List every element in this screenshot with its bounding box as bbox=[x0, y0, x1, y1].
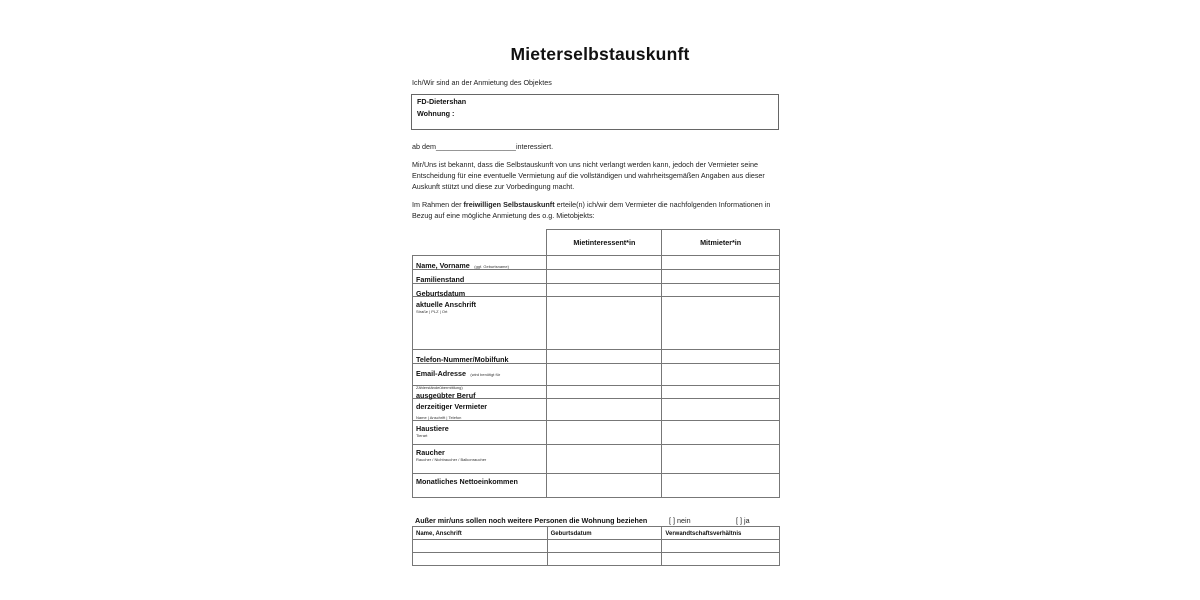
paragraph-voluntary-bold: freiwilligen Selbstauskunft bbox=[463, 200, 555, 209]
cell-applicant-pets[interactable] bbox=[547, 421, 662, 445]
from-suffix: interessiert. bbox=[515, 142, 554, 151]
persons-header-birthdate: Geburtsdatum bbox=[547, 527, 662, 540]
option-no-checkbox[interactable]: [ ] nein bbox=[669, 516, 691, 525]
table-row bbox=[413, 386, 780, 399]
persons-cell[interactable] bbox=[547, 540, 662, 553]
from-date-blank[interactable]: ____________________ bbox=[435, 142, 516, 151]
row-label-pets: Haustiere Tierart bbox=[413, 421, 547, 445]
table-row bbox=[413, 256, 780, 270]
paragraph-voluntary-part1: Im Rahmen der bbox=[412, 200, 464, 209]
option-yes-checkbox[interactable]: [ ] ja bbox=[736, 516, 750, 525]
row-label-email: Email-Adresse (wird benötigt für Zählerständeübermittlung) bbox=[413, 364, 547, 386]
intro-text: Ich/Wir sind an der Anmietung des Objektes bbox=[412, 78, 552, 87]
cell-applicant-address[interactable] bbox=[547, 297, 662, 350]
paragraph-voluntary-part2: erteile(n) ich/wir dem Vermieter die nachfolgenden Informationen in Bezug auf eine mögliche Anmietung des o.g. Mietobjekts: bbox=[412, 200, 771, 220]
cell-applicant-profession[interactable] bbox=[547, 386, 662, 399]
cell-applicant-email[interactable] bbox=[547, 364, 662, 386]
cell-applicant-marital[interactable] bbox=[547, 270, 662, 284]
row-label-profession: ausgeübter Beruf bbox=[413, 386, 547, 399]
row-label-birthdate: Geburtsdatum bbox=[413, 284, 547, 297]
paragraph-notice: Mir/Uns ist bekannt, dass die Selbstauskunft von uns nicht verlangt werden kann, jedoch der Vermieter seine Entscheidung für eine eventuelle Vermietung auf die vollständigen und wahrheitsgemäßen Angaben aus dieser Auskunft stützt und diese zur Vorbedingung macht. bbox=[412, 160, 765, 191]
object-apartment[interactable]: Wohnung : bbox=[417, 109, 455, 118]
applicant-table bbox=[412, 229, 780, 498]
cell-applicant-phone[interactable] bbox=[547, 350, 662, 364]
row-label-marital-status: Familienstand bbox=[413, 270, 547, 284]
persons-cell[interactable] bbox=[662, 540, 780, 553]
table-row bbox=[413, 421, 780, 445]
table-row bbox=[413, 350, 780, 364]
persons-cell[interactable] bbox=[547, 553, 662, 566]
cell-cotenant-phone[interactable] bbox=[662, 350, 780, 364]
cell-applicant-name[interactable] bbox=[547, 256, 662, 270]
object-name: FD-Dietershan bbox=[417, 97, 467, 106]
row-label-landlord: derzeitiger Vermieter Name | Anschrift | Telefon bbox=[413, 399, 547, 421]
table-row bbox=[413, 553, 780, 566]
table-row bbox=[413, 297, 780, 350]
header-applicant: Mietinteressent*in bbox=[547, 230, 662, 256]
cell-applicant-landlord[interactable] bbox=[547, 399, 662, 421]
row-label-name: Name, Vorname (ggf. Geburtsname) bbox=[413, 256, 547, 270]
cell-cotenant-address[interactable] bbox=[662, 297, 780, 350]
cell-cotenant-income[interactable] bbox=[662, 474, 780, 498]
persons-cell[interactable] bbox=[662, 553, 780, 566]
row-label-address: aktuelle Anschrift Straße | PLZ | Ort bbox=[413, 297, 547, 350]
cell-cotenant-profession[interactable] bbox=[662, 386, 780, 399]
row-label-phone: Telefon-Nummer/Mobilfunk bbox=[413, 350, 547, 364]
cell-cotenant-birthdate[interactable] bbox=[662, 284, 780, 297]
object-box bbox=[411, 94, 779, 130]
cell-cotenant-email[interactable] bbox=[662, 364, 780, 386]
header-co-tenant: Mitmieter*in bbox=[662, 230, 780, 256]
cell-applicant-smoker[interactable] bbox=[547, 445, 662, 474]
header-empty-cell bbox=[413, 230, 547, 256]
row-label-income: Monatliches Nettoeinkommen bbox=[413, 474, 547, 498]
cell-cotenant-pets[interactable] bbox=[662, 421, 780, 445]
cell-cotenant-landlord[interactable] bbox=[662, 399, 780, 421]
persons-table bbox=[412, 526, 780, 566]
table-row bbox=[413, 284, 780, 297]
cell-applicant-income[interactable] bbox=[547, 474, 662, 498]
table-header-row bbox=[413, 230, 780, 256]
table-row bbox=[413, 270, 780, 284]
cell-cotenant-marital[interactable] bbox=[662, 270, 780, 284]
table-row bbox=[413, 399, 780, 421]
persons-header-name: Name, Anschrift bbox=[413, 527, 548, 540]
page-title: Mieterselbstauskunft bbox=[510, 44, 690, 64]
persons-question: Außer mir/uns sollen noch weitere Personen die Wohnung beziehen bbox=[415, 516, 648, 525]
persons-cell[interactable] bbox=[413, 540, 548, 553]
cell-cotenant-smoker[interactable] bbox=[662, 445, 780, 474]
persons-header-row bbox=[413, 527, 780, 540]
cell-applicant-birthdate[interactable] bbox=[547, 284, 662, 297]
table-row bbox=[413, 540, 780, 553]
from-prefix: ab dem bbox=[412, 142, 436, 151]
from-date-line bbox=[412, 141, 553, 152]
cell-cotenant-name[interactable] bbox=[662, 256, 780, 270]
persons-cell[interactable] bbox=[413, 553, 548, 566]
persons-header-relation: Verwandtschaftsverhältnis bbox=[662, 527, 780, 540]
row-label-smoker: Raucher Raucher / Nichtraucher / Balkonraucher bbox=[413, 445, 547, 474]
table-row bbox=[413, 474, 780, 498]
table-row bbox=[413, 364, 780, 386]
paragraph-voluntary bbox=[412, 199, 774, 221]
table-row bbox=[413, 445, 780, 474]
